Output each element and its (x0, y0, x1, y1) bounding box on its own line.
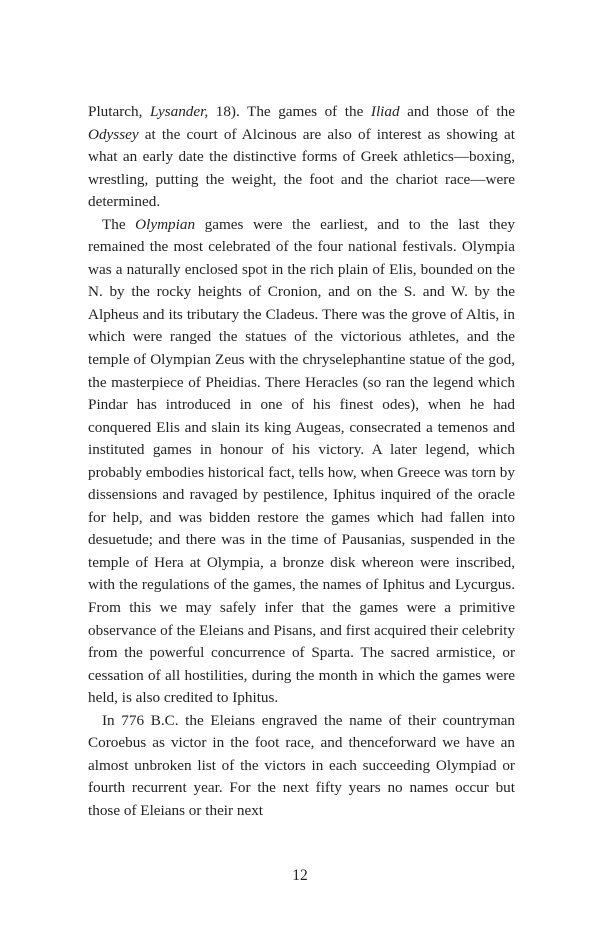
text-run: Plutarch, (88, 103, 150, 120)
text-run: games were the earliest, and to the last they remained the most celebrated of the four national festivals. Olympia was a naturally enclosed spot in the rich plain of Elis, bounded on the N. by the rocky heights of Cronion, and on the S. and W. by the Alpheus and its tributary the Cladeus. There was the grove of Altis, in which were ranged the statues of the victorious athletes, and the temple of Olympian Zeus with the chryselephantine statue of the god, the masterpiece of Pheidias. There Heracles (so ran the legend which Pindar has introduced in one of his finest odes), when he had conquered Elis and slain its king Augeas, consecrated a temenos and instituted games in honour of his victory. A later legend, which probably embodies historical fact, tells how, when Greece was torn by dissensions and ravaged by pestilence, Iphitus inquired of the oracle for help, and was bidden restore the games which had fallen into desuetude; and there was in the time of Pausanias, suspended in the temple of Hera at Olympia, a bronze disk whereon were inscribed, with the regulations of the games, the names of Iphitus and Lycurgus. From this we may safely infer that the games were a primitive observance of the Eleians and Pisans, and first acquired their celebrity from the powerful concurrence of Sparta. The sacred armistice, or cessation of all hostilities, during the month in which the games were held, is also credited to Iphitus. (88, 215, 515, 707)
text-run: and those of the (399, 103, 515, 120)
text-run: at the court of Alcinous are also of interest as showing at what an early date the distinctive forms of Greek athletics—boxing, wrestling, putting the weight, the foot and the chariot race—were determined. (88, 125, 515, 211)
italic-text: Iliad (370, 103, 400, 120)
text-run: The (102, 215, 136, 233)
text-run: In 776 B.C. the Eleians engraved the name of their countryman Coroebus as victor in the foot race, and thenceforward we have an almost unbroken list of the victors in each succeeding Olympiad or fourth recurrent year. For the next fifty years no names occur but those of Eleians or their next (88, 711, 515, 819)
paragraph (88, 710, 515, 823)
paragraph (88, 214, 515, 710)
text-run: 18). The games of the (208, 103, 371, 120)
italic-text: Olympian (135, 215, 196, 233)
page-body (88, 101, 515, 823)
paragraph (88, 101, 515, 214)
page-number: 12 (292, 867, 308, 884)
italic-text: Lysander, (149, 103, 209, 120)
italic-text: Odyssey (88, 125, 139, 143)
